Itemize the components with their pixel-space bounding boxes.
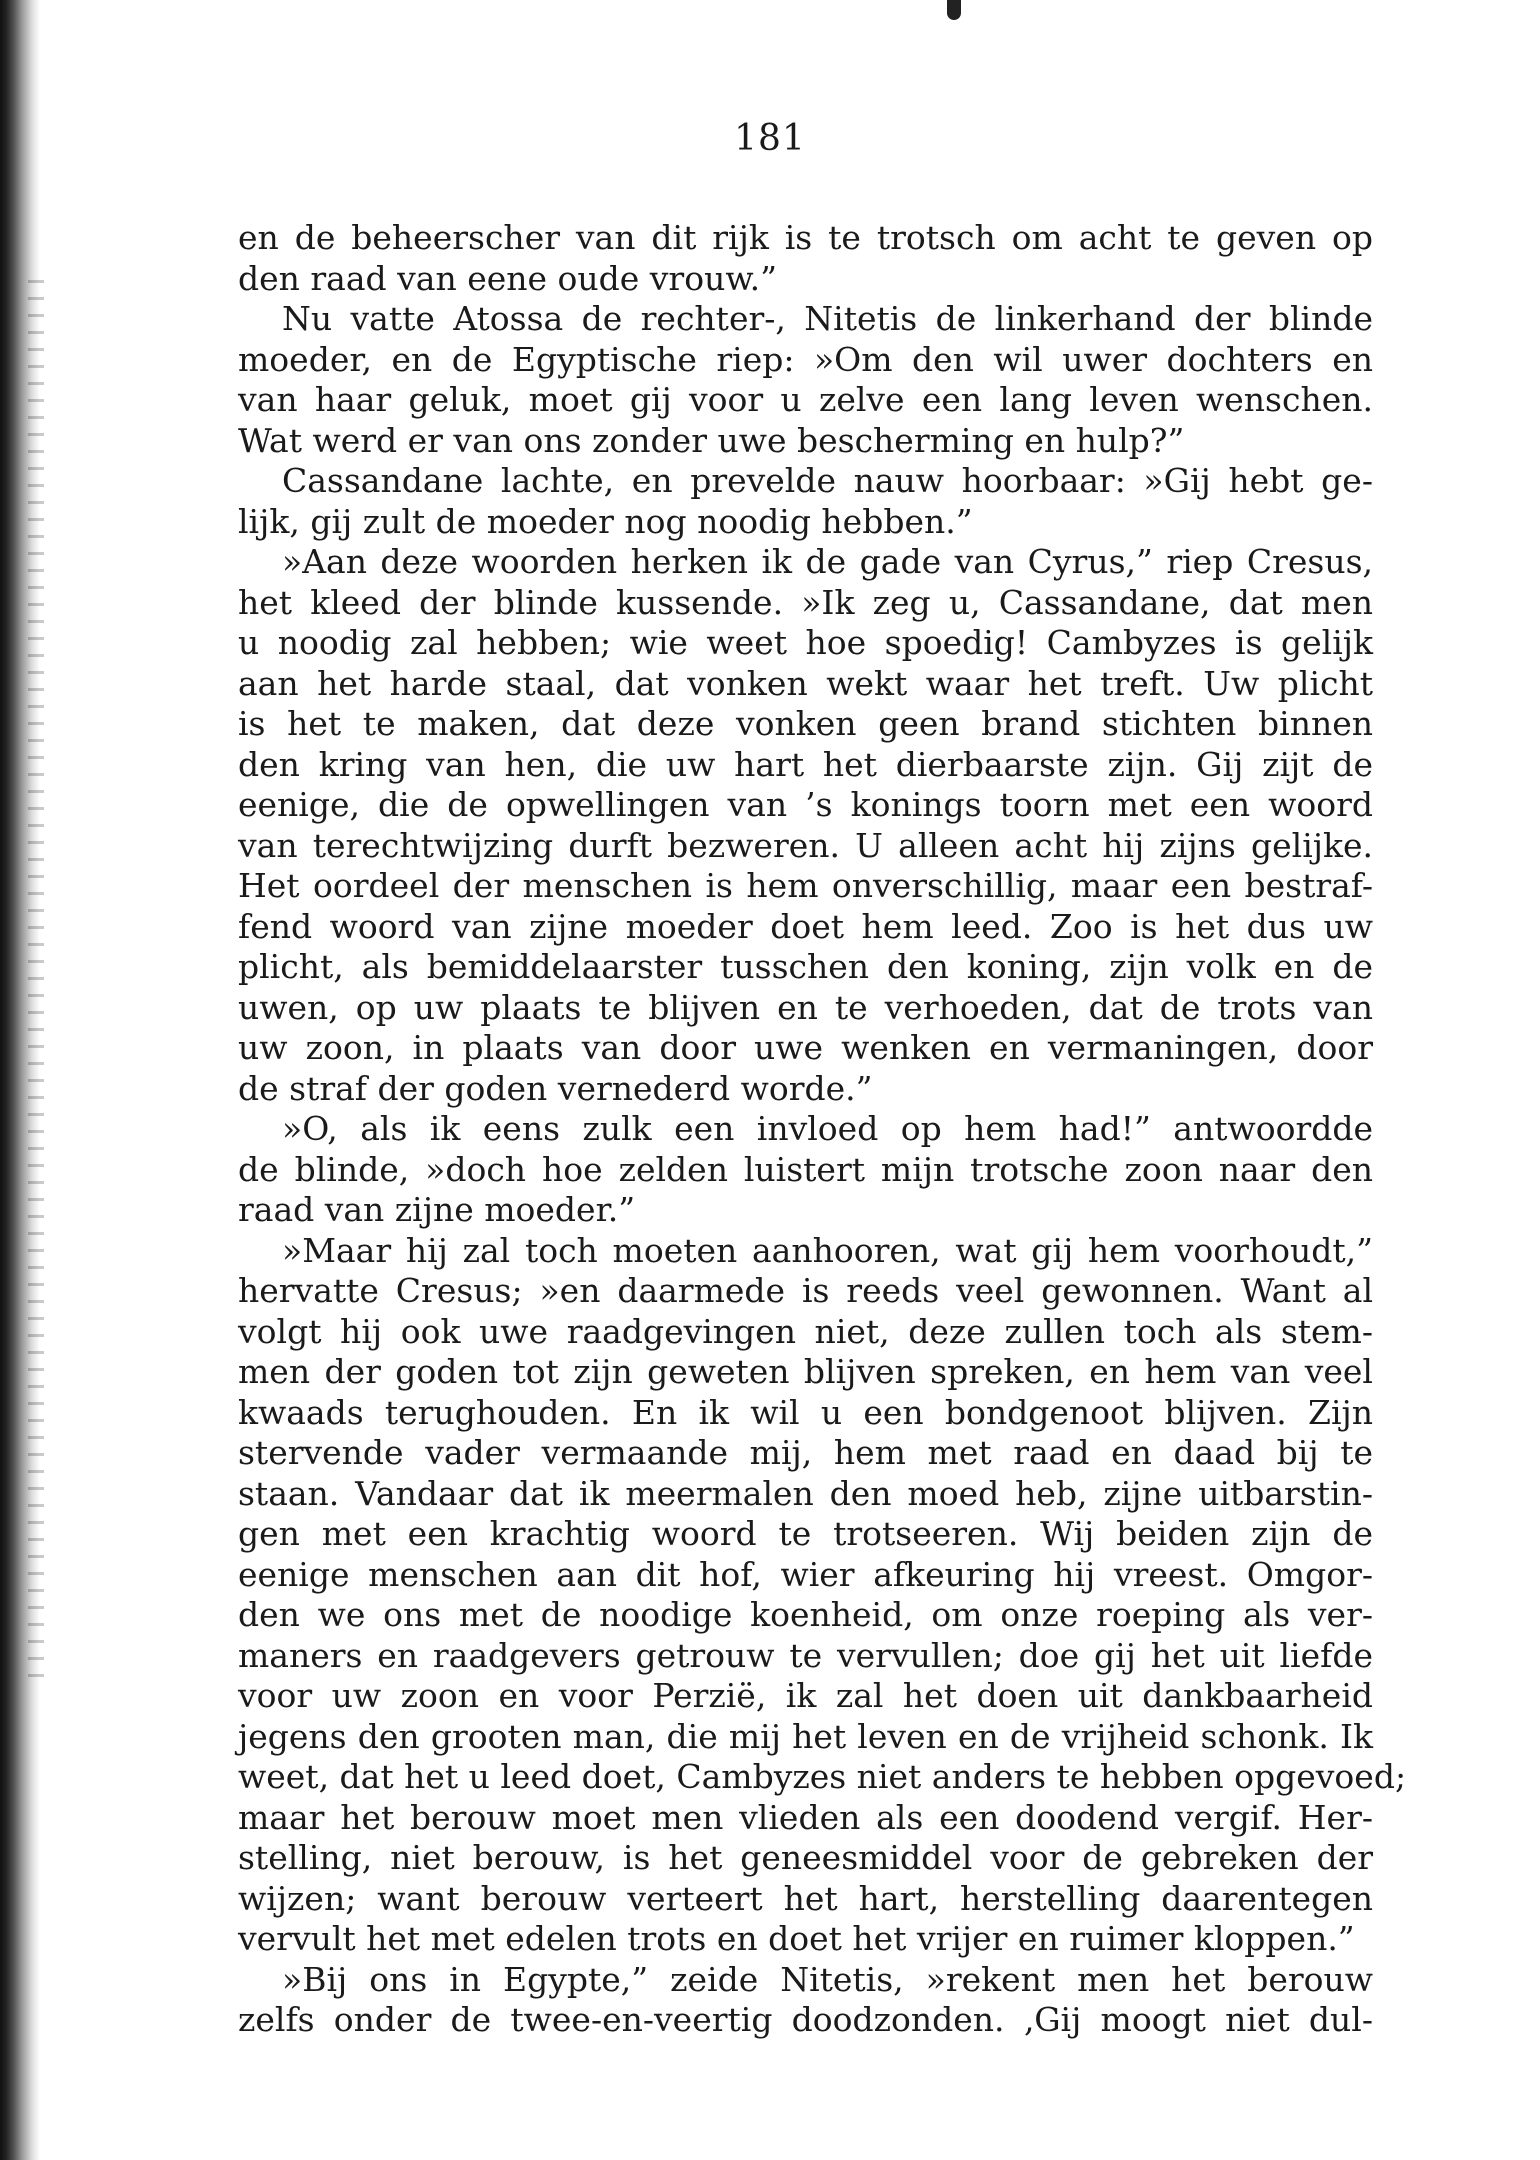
text-line: fend woord van zijne moeder doet hem leed. Zoo is het dus uw xyxy=(238,906,1373,946)
text-line: de blinde, »doch hoe zelden luistert mijn trotsche zoon naar den xyxy=(238,1149,1373,1189)
body-text xyxy=(238,218,1407,2041)
text-line: lijk, gij zult de moeder nog noodig hebben.” xyxy=(238,501,973,541)
text-line: de straf der goden vernederd worde.” xyxy=(238,1068,873,1108)
text-line: men der goden tot zijn geweten blijven spreken, en hem van veel xyxy=(238,1352,1373,1391)
text-line: den raad van eene oude vrouw.” xyxy=(238,258,778,298)
text-line: Cassandane lachte, en prevelde nauw hoorbaar: »Gij hebt ge- xyxy=(282,461,1373,500)
page-number: 181 xyxy=(734,118,806,159)
text-line: plicht, als bemiddelaarster tusschen den koning, zijn volk en de xyxy=(238,947,1373,986)
text-line: aan het harde staal, dat vonken wekt waar het treft. Uw plicht xyxy=(238,663,1373,703)
text-line: Nu vatte Atossa de rechter-, Nitetis de linkerhand der blinde xyxy=(282,299,1373,338)
text-line: het kleed der blinde kussende. »Ik zeg u, Cassandane, dat men xyxy=(238,582,1373,622)
text-line: eenige, die de opwellingen van ’s konings toorn met een woord xyxy=(238,785,1373,824)
text-line: en de beheerscher van dit rijk is te trotsch om acht te geven op xyxy=(238,218,1373,257)
text-line: van terechtwijzing durft bezweren. U alleen acht hij zijns gelijke. xyxy=(238,825,1373,865)
text-line: den kring van hen, die uw hart het dierbaarste zijn. Gij zijt de xyxy=(238,744,1373,784)
text-line: maners en raadgevers getrouw te vervullen; doe gij het uit liefde xyxy=(238,1635,1373,1675)
text-line: vervult het met edelen trots en doet het vrijer en ruimer kloppen.” xyxy=(238,1919,1355,1958)
text-line: eenige menschen aan dit hof, wier afkeuring hij vreest. Omgor- xyxy=(238,1554,1373,1594)
text-line: moeder, en de Egyptische riep: »Om den wil uwer dochters en xyxy=(238,339,1373,379)
text-line: volgt hij ook uwe raadgevingen niet, deze zullen toch als stem- xyxy=(238,1311,1373,1351)
ink-mark xyxy=(947,0,961,20)
text-line: wijzen; want berouw verteert het hart, herstelling daarentegen xyxy=(238,1878,1373,1918)
text-line: raad van zijne moeder.” xyxy=(238,1190,636,1229)
text-line: Wat werd er van ons zonder uwe bescherming en hulp?” xyxy=(238,420,1185,460)
text-line: voor uw zoon en voor Perzië, ik zal het doen uit dankbaarheid xyxy=(238,1676,1373,1715)
text-line: zelfs onder de twee-en-veertig doodzonden. ‚Gij moogt niet dul- xyxy=(238,2000,1373,2039)
text-line: Het oordeel der menschen is hem onverschillig, maar een bestraf- xyxy=(238,866,1373,905)
text-line: is het te maken, dat deze vonken geen brand stichten binnen xyxy=(238,704,1373,743)
text-line: »Bij ons in Egypte,” zeide Nitetis, »rekent men het berouw xyxy=(282,1959,1373,1999)
text-line: van haar geluk, moet gij voor u zelve een lang leven wenschen. xyxy=(238,380,1373,419)
text-line: uwen, op uw plaats te blijven en te verhoeden, dat de trots van xyxy=(238,987,1373,1027)
text-line: maar het berouw moet men vlieden als een doodend vergif. Her- xyxy=(238,1797,1373,1837)
text-line: stelling, niet berouw, is het geneesmiddel voor de gebreken der xyxy=(238,1838,1373,1877)
text-line: staan. Vandaar dat ik meermalen den moed heb, zijne uitbarstin- xyxy=(238,1473,1373,1513)
text-line: uw zoon, in plaats van door uwe wenken en vermaningen, door xyxy=(238,1028,1373,1067)
text-line: jegens den grooten man, die mij het leven en de vrijheid schonk. Ik xyxy=(238,1716,1373,1756)
text-line: »O, als ik eens zulk een invloed op hem had!” antwoordde xyxy=(282,1109,1373,1148)
text-line: u noodig zal hebben; wie weet hoe spoedig! Cambyzes is gelijk xyxy=(238,623,1373,662)
text-line: weet, dat het u leed doet, Cambyzes niet anders te hebben opgevoed; xyxy=(238,1757,1407,1796)
text-line: hervatte Cresus; »en daarmede is reeds veel gewonnen. Want al xyxy=(238,1271,1373,1310)
text-line: »Aan deze woorden herken ik de gade van Cyrus,” riep Cresus, xyxy=(282,542,1373,581)
text-line: »Maar hij zal toch moeten aanhooren, wat gij hem voorhoudt,” xyxy=(282,1230,1373,1270)
text-line: kwaads terughouden. En ik wil u een bondgenoot blijven. Zijn xyxy=(238,1392,1373,1432)
text-line: den we ons met de noodige koenheid, om onze roeping als ver- xyxy=(238,1595,1373,1634)
binding-specks xyxy=(28,280,44,1680)
text-line: gen met een krachtig woord te trotseeren. Wij beiden zijn de xyxy=(238,1514,1373,1553)
text-line: stervende vader vermaande mij, hem met raad en daad bij te xyxy=(238,1433,1373,1472)
